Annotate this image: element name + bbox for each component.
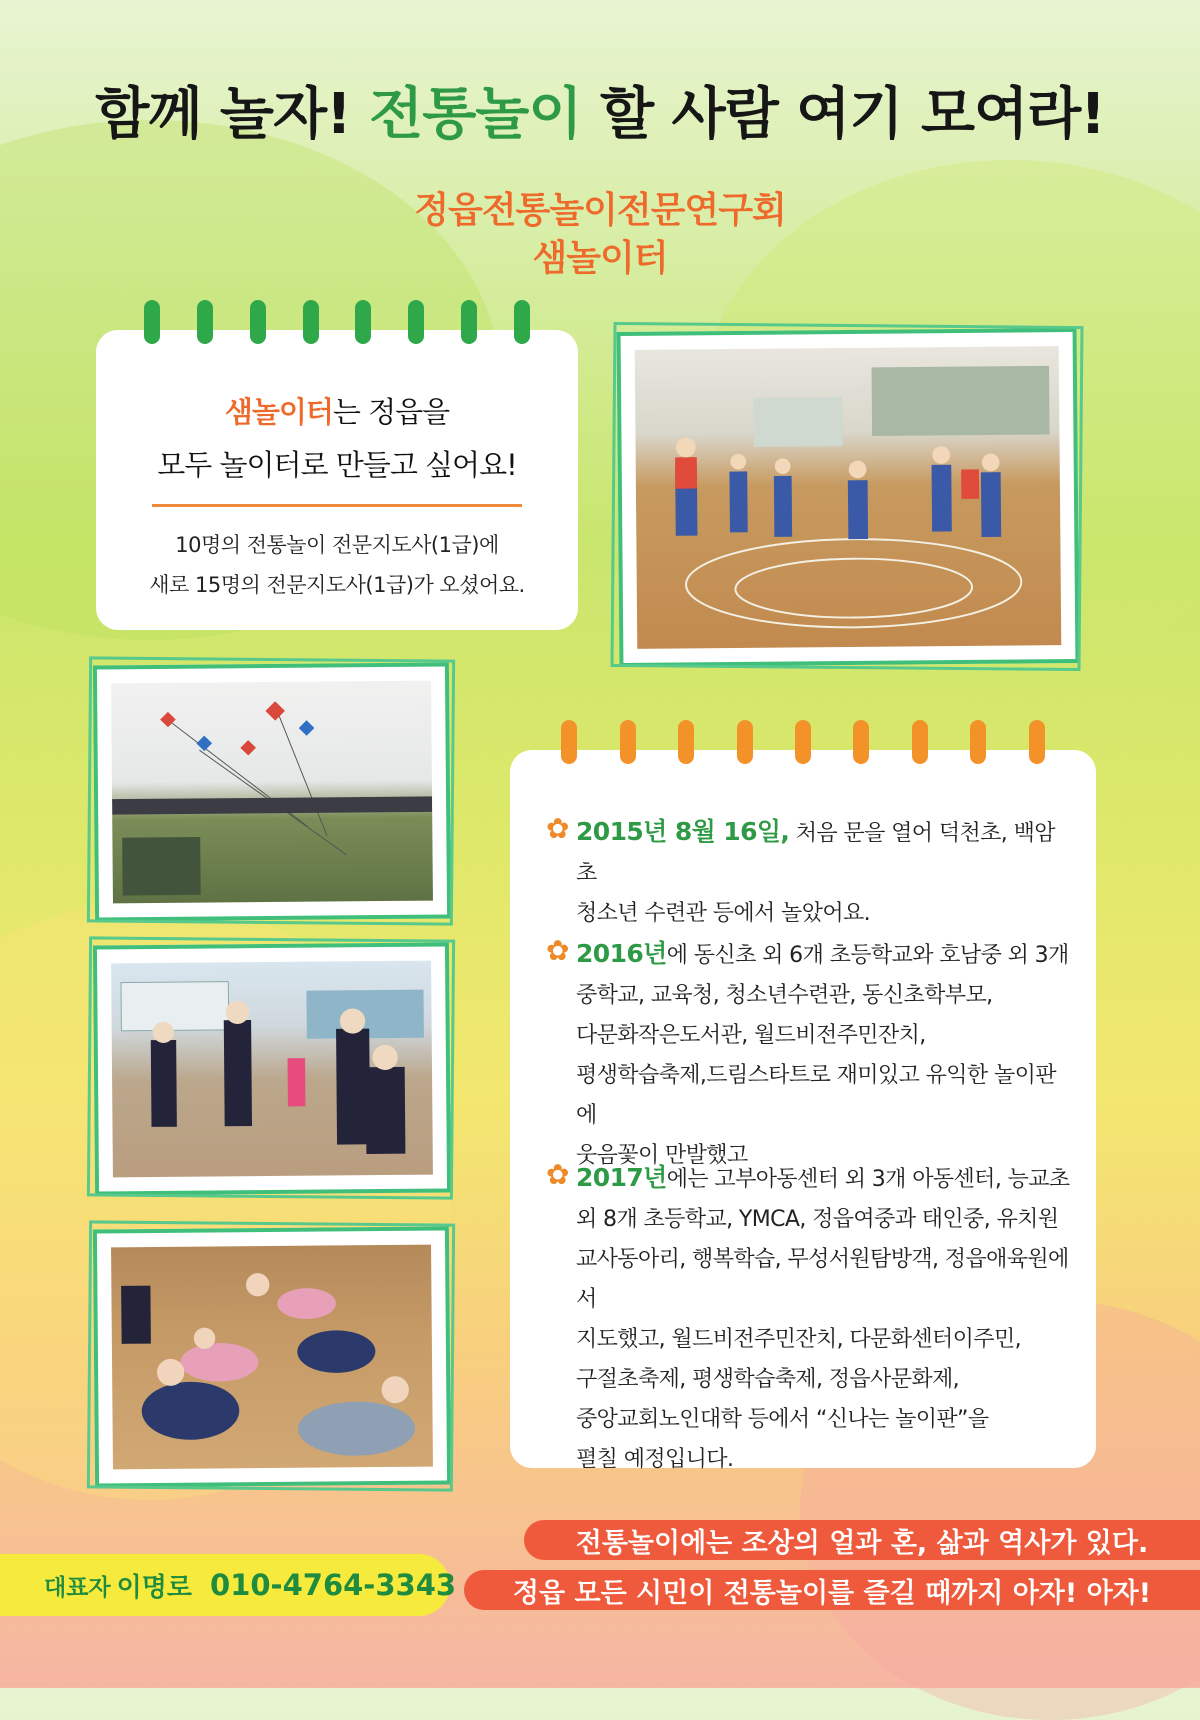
title-part-1: 함께 놀자!	[95, 82, 351, 147]
history-line: 중학교, 교육청, 청소년수련관, 동신초학부모,	[576, 983, 993, 1008]
history-line: 교사동아리, 행복학습, 무성서원탐방객, 정읍애육원에서	[576, 1247, 1069, 1312]
contact-role: 대표자	[44, 1574, 111, 1601]
ring-decoration	[678, 720, 694, 764]
ring-decoration	[620, 720, 636, 764]
contact-phone[interactable]: 010-4764-3343	[210, 1568, 457, 1602]
photo-kite-festival	[93, 662, 451, 921]
card-rings	[510, 720, 1096, 764]
ring-decoration	[197, 300, 213, 344]
history-entry-2016	[576, 934, 1072, 1176]
flower-icon: ✿	[546, 934, 570, 967]
card-rings	[96, 300, 578, 344]
intro-detail-2: 새로 15명의 전문지도사(1급)가 오셨어요.	[149, 573, 525, 597]
history-entry-2017	[576, 1158, 1072, 1480]
intro-detail-1: 10명의 전통놀이 전문지도사(1급)에	[175, 533, 499, 557]
history-line: 지도했고, 월드비전주민잔치, 다문화센터이주민,	[576, 1327, 1022, 1352]
title-part-2: 할 사람 여기 모여라!	[600, 82, 1105, 147]
gym-scene-illustration	[635, 346, 1062, 649]
slogan-banner-1: 전통놀이에는 조상의 얼과 혼, 삶과 역사가 있다.	[524, 1520, 1200, 1560]
history-line: 펼칠 예정입니다.	[576, 1447, 734, 1472]
history-line: 외 8개 초등학교, YMCA, 정읍여중과 태인중, 유치원	[576, 1207, 1059, 1232]
history-line: 다문화작은도서관, 월드비전주민잔치,	[576, 1023, 926, 1048]
intro-line-2: 모두 놀이터로 만들고 싶어요!	[157, 448, 517, 482]
photo-indoor-sitting	[93, 1226, 451, 1487]
intro-line-1	[96, 390, 578, 431]
history-line: 중앙교회노인대학 등에서 “신나는 놀이판”을	[576, 1407, 989, 1432]
page-title	[0, 70, 1200, 150]
ring-decoration	[303, 300, 319, 344]
contact-name: 이명로	[116, 1572, 193, 1603]
history-year: 2015년 8월 16일,	[576, 817, 790, 846]
history-year: 2016년	[576, 939, 667, 968]
ring-decoration	[461, 300, 477, 344]
intro-name: 샘놀이터	[224, 395, 333, 429]
history-line: 청소년 수련관 등에서 놀았어요.	[576, 901, 871, 926]
history-line: 평생학습축제,드림스타트로 재미있고 유익한 놀이판에	[576, 1063, 1056, 1128]
ring-decoration	[355, 300, 371, 344]
history-card	[510, 750, 1096, 1472]
outdoor-scene-illustration	[111, 961, 433, 1178]
slogan-banner-2: 정읍 모든 시민이 전통놀이를 즐길 때까지 아자! 아자!	[464, 1570, 1200, 1610]
intro-divider	[152, 504, 522, 507]
ring-decoration	[561, 720, 577, 764]
ring-decoration	[408, 300, 424, 344]
org-name: 정읍전통놀이전문연구회	[414, 190, 786, 231]
history-line: 에 동신초 외 6개 초등학교와 호남중 외 3개	[666, 943, 1069, 968]
flower-icon: ✿	[546, 812, 570, 845]
sitting-scene-illustration	[111, 1245, 433, 1470]
ring-decoration	[144, 300, 160, 344]
kite-scene-illustration	[111, 681, 433, 904]
ring-decoration	[912, 720, 928, 764]
intro-line1-rest: 는 정읍을	[332, 395, 450, 429]
history-entry-2015	[576, 812, 1072, 934]
photo-outdoor-play	[93, 942, 451, 1195]
history-year: 2017년	[576, 1163, 667, 1192]
org-subname: 샘놀이터	[532, 238, 668, 279]
flower-icon: ✿	[546, 1158, 570, 1191]
intro-card	[96, 330, 578, 630]
photo-gym-game	[617, 328, 1080, 667]
contact-badge	[0, 1554, 457, 1616]
ring-decoration	[795, 720, 811, 764]
history-line: 웃음꽃이 만발했고	[576, 1143, 748, 1168]
history-line: 처음 문을 열어 덕천초, 백암초	[576, 821, 1055, 886]
ring-decoration	[737, 720, 753, 764]
ring-decoration	[1029, 720, 1045, 764]
ring-decoration	[514, 300, 530, 344]
history-line: 에는 고부아동센터 외 3개 아동센터, 능교초	[666, 1167, 1070, 1192]
ring-decoration	[853, 720, 869, 764]
ring-decoration	[250, 300, 266, 344]
title-accent: 전통놀이	[369, 82, 582, 147]
history-line: 구절초축제, 평생학습축제, 정읍사문화제,	[576, 1367, 960, 1392]
ring-decoration	[970, 720, 986, 764]
